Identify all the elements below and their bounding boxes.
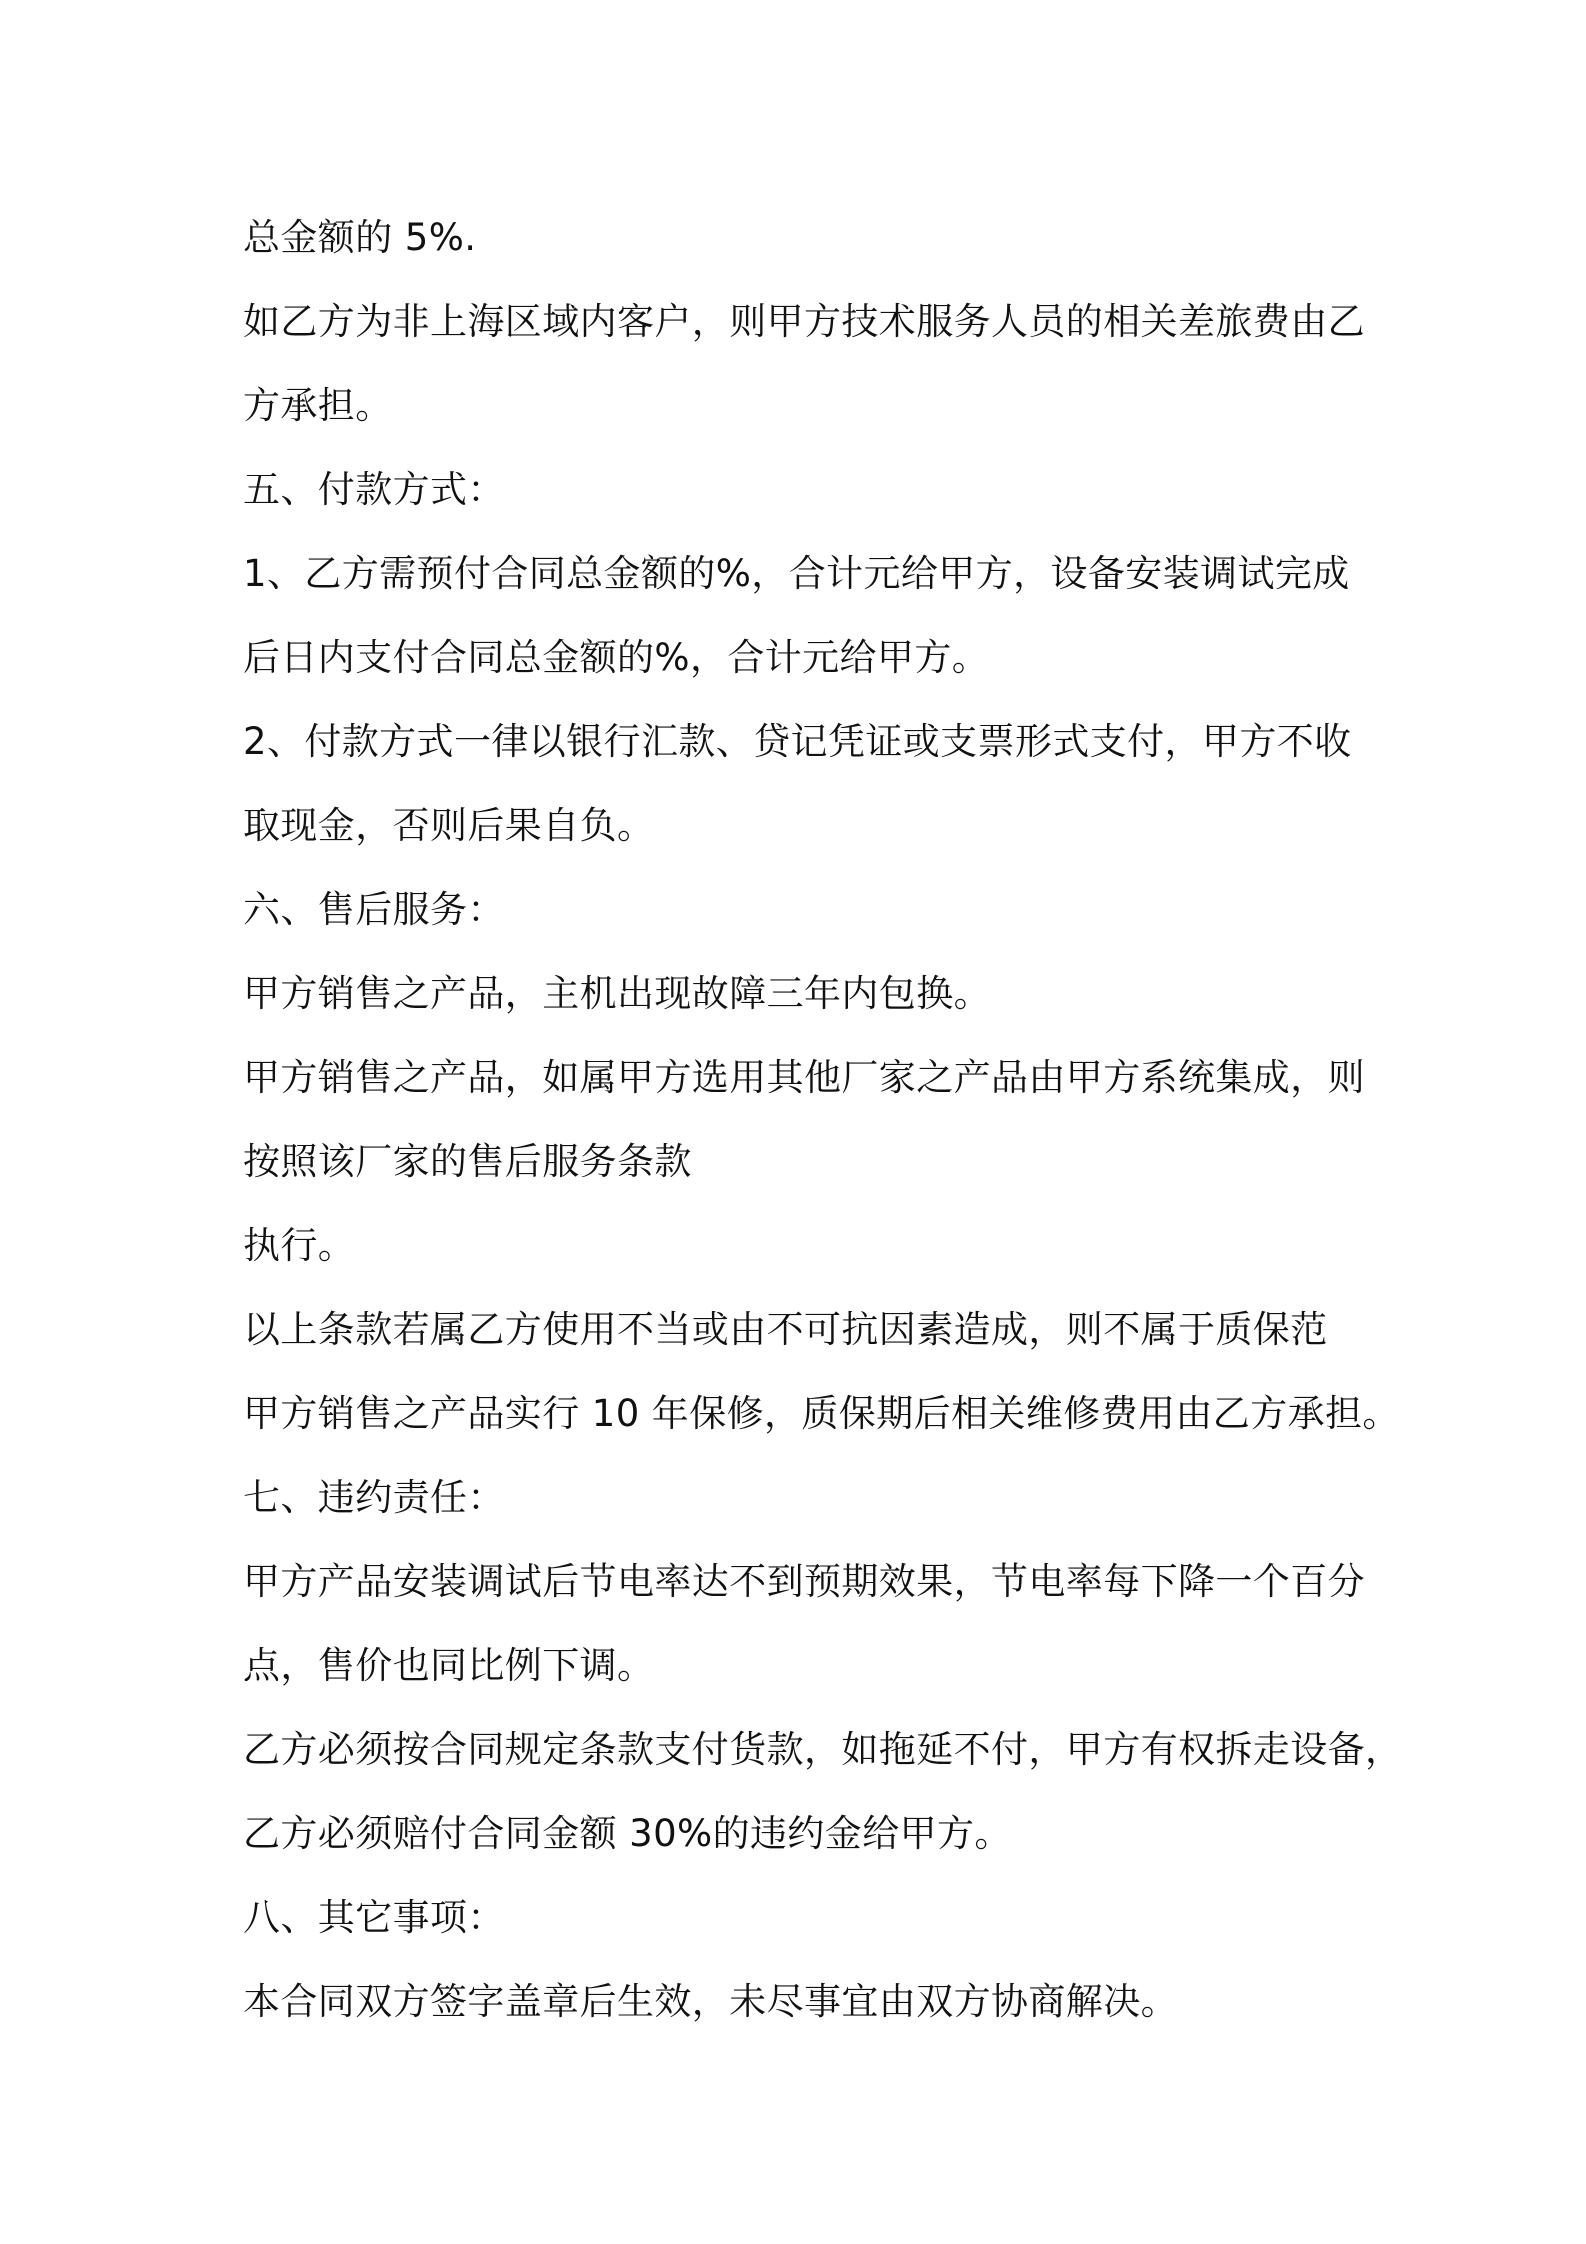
text-line: 2、付款方式一律以银行汇款、贷记凭证或支票形式支付，甲方不收 (243, 720, 1352, 763)
section-heading-payment: 五、付款方式： (243, 468, 505, 511)
text-line: 甲方销售之产品，主机出现故障三年内包换。 (243, 972, 991, 1015)
text-line: 1、乙方需预付合同总金额的%，合计元给甲方，设备安装调试完成 (243, 552, 1350, 595)
text-line: 方承担。 (243, 384, 393, 427)
document-body (243, 196, 1403, 2044)
text-line: 后日内支付合同总金额的%，合计元给甲方。 (243, 636, 990, 679)
text-line: 以上条款若属乙方使用不当或由不可抗因素造成，则不属于质保范 (243, 1308, 1328, 1351)
text-line: 按照该厂家的售后服务条款 (243, 1140, 692, 1183)
text-line: 执行。 (243, 1224, 356, 1267)
text-line: 甲方销售之产品，如属甲方选用其他厂家之产品由甲方系统集成，则 (243, 1056, 1365, 1099)
section-heading-other: 八、其它事项： (243, 1896, 505, 1939)
text-line: 总金额的 5%. (243, 216, 477, 259)
text-line: 乙方必须按合同规定条款支付货款，如拖延不付，甲方有权拆走设备， (243, 1728, 1403, 1771)
text-line: 甲方产品安装调试后节电率达不到预期效果，节电率每下降一个百分 (243, 1560, 1365, 1603)
text-line: 本合同双方签字盖章后生效，未尽事宜由双方协商解决。 (243, 1980, 1178, 2023)
text-line: 点，售价也同比例下调。 (243, 1644, 655, 1687)
text-line: 乙方必须赔付合同金额 30%的违约金给甲方。 (243, 1812, 1012, 1855)
text-line: 取现金，否则后果自负。 (243, 804, 655, 847)
section-heading-after-sales: 六、售后服务： (243, 888, 505, 931)
section-heading-breach: 七、违约责任： (243, 1476, 505, 1519)
text-line: 如乙方为非上海区域内客户，则甲方技术服务人员的相关差旅费由乙 (243, 300, 1365, 343)
text-line: 甲方销售之产品实行 10 年保修，质保期后相关维修费用由乙方承担。 (243, 1392, 1400, 1435)
